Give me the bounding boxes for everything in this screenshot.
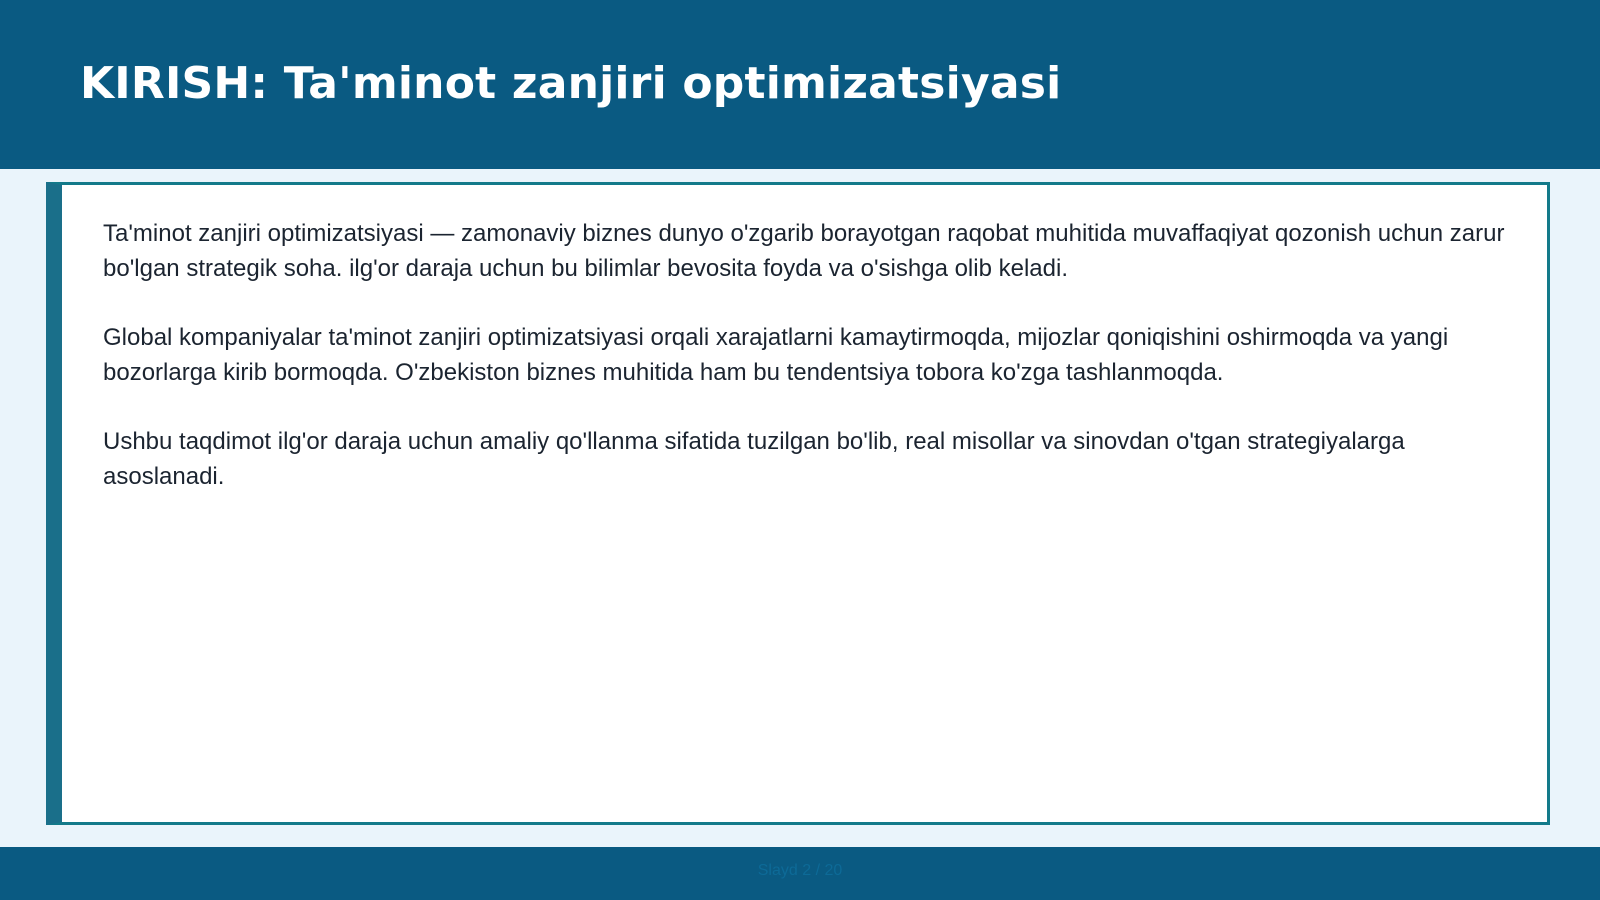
slide-footer [0,847,1600,900]
slide-title: KIRISH: Ta'minot zanjiri optimizatsiyasi [80,58,1062,109]
paragraph-intro: Ta'minot zanjiri optimizatsiyasi — zamonaviy biznes dunyo o'zgarib borayotgan raqobat muhitida muvaffaqiyat qozonish uchun zarur bo'lgan strategik soha. ilg'or daraja uchun bu bilimlar bevosita foyda va o'sishga olib keladi. [103,220,1505,282]
paragraph-purpose: Ushbu taqdimot ilg'or daraja uchun amaliy qo'llanma sifatida tuzilgan bo'lib, real misollar va sinovdan o'tgan strategiyalarga asoslanadi. [103,428,1405,490]
slide-body [103,216,1513,528]
slide-header [0,0,1600,169]
paragraph-global: Global kompaniyalar ta'minot zanjiri optimizatsiyasi orqali xarajatlarni kamaytirmoqda, mijozlar qoniqishini oshirmoqda va yangi bozorlarga kirib bormoqda. O'zbekiston biznes muhitida ham bu tendentsiya tobora ko'zga tashlanmoqda. [103,324,1449,386]
page-number: Slayd 2 / 20 [757,862,843,879]
